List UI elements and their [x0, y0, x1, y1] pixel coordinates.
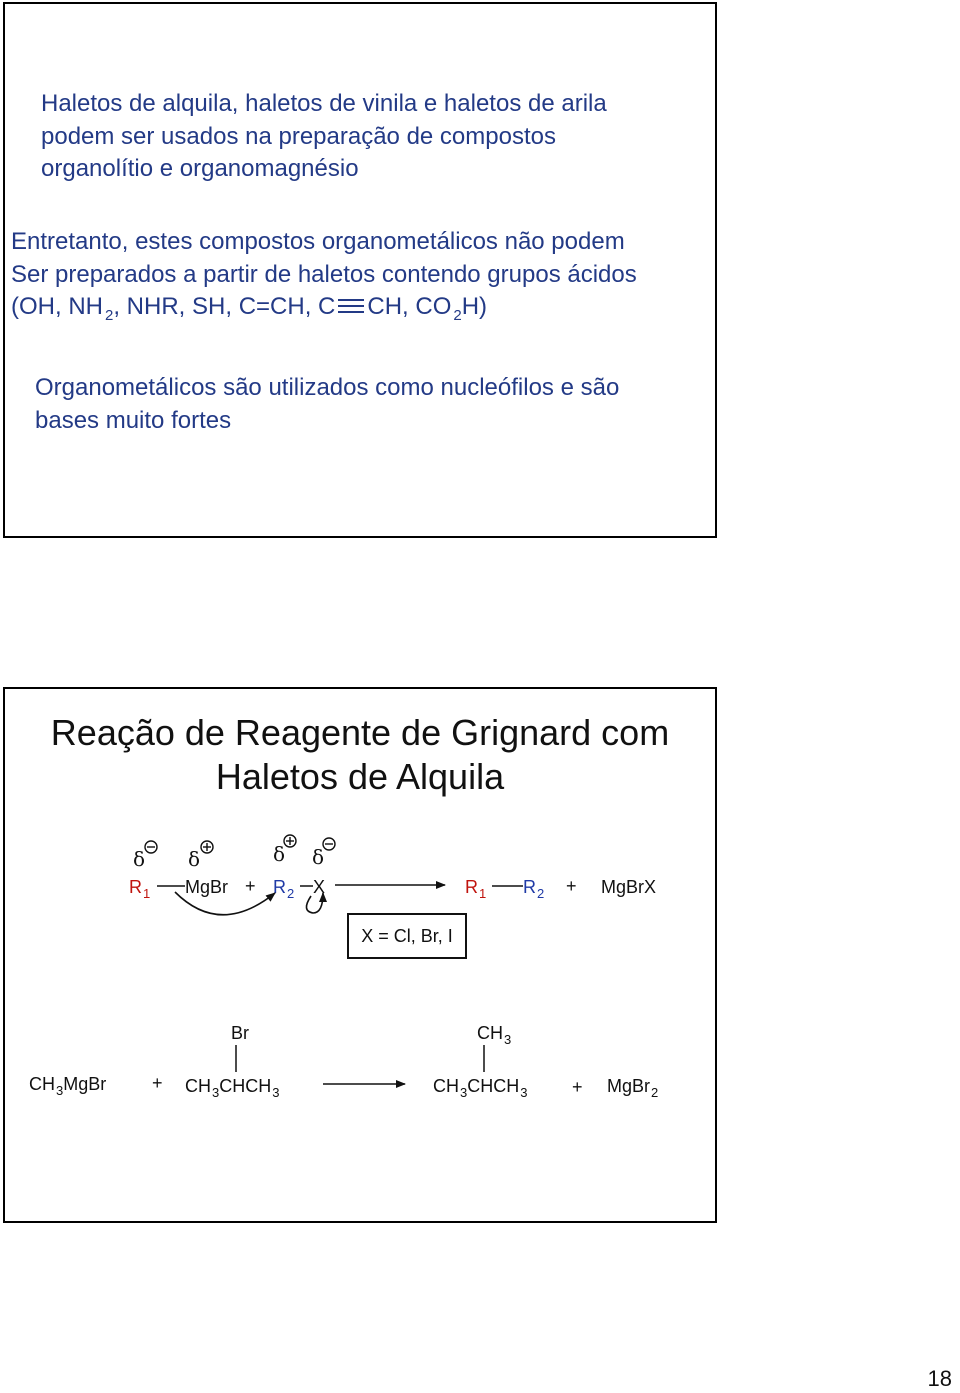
partial-charge-delta: δ: [188, 847, 201, 871]
scheme2-graphics: [5, 689, 715, 1225]
halogen-x: X: [313, 877, 326, 897]
r2-group: $R_2$: [273, 877, 295, 901]
halogen-condition-box: X = Cl, Br, I: [347, 913, 467, 959]
text-line: Organometálicos são utilizados como nucleófilos e são: [35, 374, 620, 401]
acid-groups-line: (OH, NH $_2$, NHR, SH, C=CH, C CH, CO $_2$H): [11, 293, 488, 324]
slide-2: [3, 687, 717, 1223]
mgbrx-label: MgBrX: [601, 877, 657, 897]
plus-sign: +: [152, 1073, 163, 1093]
paragraph-intro: [41, 88, 607, 186]
partial-charge-delta: δ: [312, 845, 325, 869]
plus-sign: +: [245, 876, 256, 896]
product-methyl: $CH_3$: [477, 1023, 512, 1047]
text-line: Haletos de alquila, haletos de vinila e haletos de arila: [41, 90, 607, 117]
plus-sign: +: [566, 876, 577, 896]
grignard-reagent: $CH_3MgBr$: [29, 1074, 107, 1098]
plus-sign: +: [572, 1077, 583, 1097]
slide-title: Reação de Reagente de Grignard com Haletos de Alquila: [50, 712, 670, 797]
product-r1: $R_1$: [465, 877, 487, 901]
slide-1: [3, 2, 717, 538]
partial-charge-delta: δ: [133, 847, 146, 871]
substrate-br: Br: [231, 1023, 249, 1043]
text-line: podem ser usados na preparação de compostos: [41, 122, 556, 150]
alkyl-halide: $CH_3CHCH_3$: [185, 1076, 280, 1100]
paragraph-limitations: [11, 226, 637, 327]
mgbr-label: MgBr: [185, 877, 229, 897]
product-alkane: $CH_3CHCH_3$: [433, 1076, 528, 1100]
text-line: Entretanto, estes compostos organometálicos não podem: [11, 228, 625, 255]
triple-bond-icon: [336, 296, 366, 316]
page-number: 18: [927, 1366, 952, 1391]
byproduct-mgbr2: MgBr$_2$: [607, 1076, 659, 1100]
r1-group: $R_1$: [129, 877, 151, 901]
text-line: Ser preparados a partir de haletos contendo grupos ácidos: [11, 260, 637, 288]
text-line: bases muito fortes: [35, 406, 232, 434]
product-r2: $R_2$: [523, 877, 545, 901]
paragraph-nucleophiles: [35, 372, 619, 437]
partial-charge-delta: δ: [273, 842, 286, 866]
text-line: organolítio e organomagnésio: [41, 155, 359, 182]
